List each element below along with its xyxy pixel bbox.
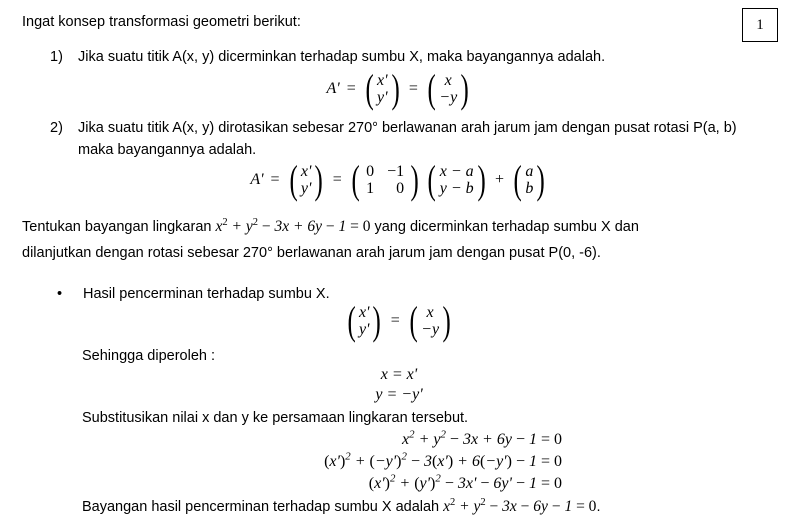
paren-open-icon: ( — [427, 66, 436, 111]
paren-open-icon: ( — [427, 157, 437, 202]
problem-statement-line-2: dilanjutkan dengan rotasi sebesar 270° berlawanan arah jarum jam dengan pusat P(0, -6). — [22, 245, 601, 261]
derivation-line-1 — [0, 428, 562, 449]
equation-2-equals: = — [270, 171, 280, 188]
equation-3 — [0, 298, 798, 343]
equation-4-line-1: x = x' — [380, 366, 418, 383]
bullet-item-1-text: Hasil pencerminan terhadap sumbu X. — [83, 286, 330, 302]
equation-2-vector-mid — [425, 157, 488, 202]
derivation-line-3-math: $(x')^2 + (y')^2 - 3x' - 6y' - 1 = 0$ — [368, 472, 562, 492]
equation-1-label: A' — [326, 80, 340, 97]
bullet-item-1 — [57, 283, 657, 305]
paren-close-icon: ) — [460, 66, 469, 111]
numbered-item-1-marker: 1) — [50, 49, 63, 65]
bullet-icon: • — [57, 286, 63, 302]
equation-1-vector-left-top: x' — [377, 72, 388, 89]
problem-statement-circle-equation: $x^2 + y^2 - 3x + 6y - 1 = 0$ — [215, 216, 371, 235]
sehingga-label: Sehingga diperoleh : — [82, 348, 216, 364]
equation-3-vector-left-bottom: y' — [358, 321, 370, 338]
equation-3-vector-right-bottom: −y — [421, 321, 440, 338]
derivation-line-3 — [0, 472, 562, 493]
numbered-item-2-marker: 2) — [50, 120, 63, 136]
equation-3-vector-right-top: x — [426, 304, 434, 321]
paren-close-icon: ) — [410, 157, 419, 202]
paren-close-icon: ) — [536, 157, 546, 202]
equation-2-plus: + — [494, 171, 505, 188]
equation-2-vector-left — [287, 157, 326, 202]
substitusi-label: Substitusikan nilai x dan y ke persamaan lingkaran tersebut. — [82, 410, 469, 426]
equation-4 — [0, 366, 798, 404]
equation-1-equals: = — [346, 80, 356, 97]
equation-3-vector-left — [345, 298, 384, 343]
conclusion-math: $x^2 + y^2 - 3x - 6y - 1 = 0$ — [443, 496, 597, 515]
equation-3-equals: = — [390, 312, 400, 329]
derivation-line-2 — [0, 450, 562, 471]
equation-1-equals-2: = — [408, 80, 418, 97]
matrix-r2c1: 1 — [366, 180, 375, 197]
equation-1-vector-left — [363, 66, 402, 111]
problem-statement-line-1-post: yang dicerminkan terhadap sumbu X dan — [370, 219, 639, 235]
equation-2-label: A' — [250, 171, 264, 188]
equation-2 — [0, 157, 798, 202]
numbered-item-2-text: Jika suatu titik A(x, y) dirotasikan sebesar 270° berlawanan arah jarum jam dengan pusat rotasi P(a, b) maka bayangannya adalah. — [78, 120, 737, 158]
conclusion-line — [82, 498, 600, 516]
conclusion-pre: Bayangan hasil pencerminan terhadap sumbu X adalah — [82, 499, 444, 515]
paren-close-icon: ) — [314, 157, 324, 202]
equation-2-vector-add-top: a — [525, 163, 534, 180]
equation-2-equals-2: = — [332, 171, 342, 188]
page-number: 1 — [756, 16, 764, 33]
equation-1-vector-right-top: x — [444, 72, 452, 89]
equation-2-vector-add — [511, 157, 548, 202]
derivation-line-1-math: $x^2 + y^2 - 3x + 6y - 1 = 0$ — [402, 428, 562, 448]
matrix-r1c2: −1 — [387, 163, 405, 180]
equation-3-vector-right — [407, 298, 454, 343]
equation-1 — [0, 66, 798, 111]
matrix-r1c1: 0 — [366, 163, 375, 180]
paren-open-icon: ( — [409, 298, 418, 343]
paren-open-icon: ( — [365, 66, 374, 111]
paren-close-icon: ) — [373, 298, 382, 343]
equation-2-vector-mid-top: x − a — [439, 163, 474, 180]
numbered-item-1-text: Jika suatu titik A(x, y) dicerminkan terhadap sumbu X, maka bayangannya adalah. — [78, 49, 606, 65]
numbered-item-1 — [50, 46, 730, 68]
equation-2-vector-left-bottom: y' — [300, 180, 312, 197]
paren-open-icon: ( — [347, 298, 356, 343]
equation-3-vector-left-top: x' — [358, 304, 370, 321]
equation-2-vector-add-bottom: b — [525, 180, 534, 197]
paren-close-icon: ) — [442, 298, 451, 343]
problem-statement-line-1-pre: Tentukan bayangan lingkaran — [22, 219, 216, 235]
matrix-r2c2: 0 — [396, 180, 405, 197]
equation-4-line-2: y = −y' — [375, 386, 423, 403]
paren-close-icon: ) — [477, 157, 486, 202]
conclusion-post: . — [596, 499, 601, 515]
equation-2-vector-mid-bottom: y − b — [439, 180, 474, 197]
numbered-item-2 — [50, 117, 740, 161]
paren-open-icon: ( — [351, 157, 360, 202]
intro-line: Ingat konsep transformasi geometri berikut: — [22, 14, 301, 30]
derivation-line-2-math: $(x')^2 + (-y')^2 - 3(x') + 6(-y') - 1 = 0$ — [324, 450, 562, 470]
equation-1-vector-left-bottom: y' — [377, 89, 388, 106]
equation-1-vector-right-bottom: −y — [439, 89, 458, 106]
paren-open-icon: ( — [289, 157, 298, 202]
equation-2-matrix — [349, 157, 422, 202]
page-number-box — [742, 8, 778, 42]
problem-statement-line-1 — [22, 218, 639, 236]
paren-open-icon: ( — [513, 157, 522, 202]
equation-1-vector-right — [425, 66, 472, 111]
paren-close-icon: ) — [391, 66, 400, 111]
equation-2-vector-left-top: x' — [300, 163, 312, 180]
